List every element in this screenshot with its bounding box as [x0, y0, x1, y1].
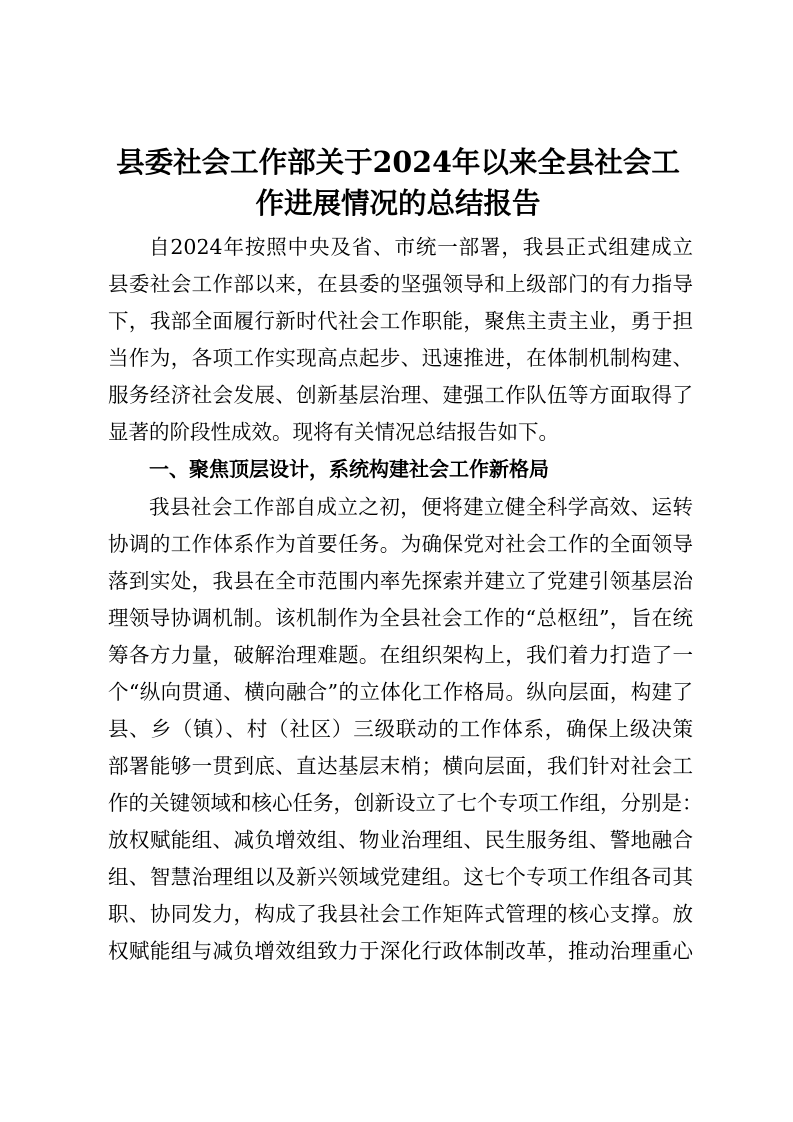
section-1-paragraph-line: 放权赋能组、减负增效组、物业治理组、民生服务组、警地融合: [108, 828, 693, 852]
section-1-paragraph-line: 作的关键领域和核心任务，创新设立了七个专项工作组，分别是：: [108, 791, 703, 815]
section-1-paragraph-line: 职、协同发力，构成了我县社会工作矩阵式管理的核心支撑。放: [108, 902, 693, 926]
section-1-paragraph-line: 权赋能组与减负增效组致力于深化行政体制改革，推动治理重心: [108, 939, 693, 963]
intro-paragraph-line: 当作为，各项工作实现高点起步、迅速推进，在体制机制构建、: [108, 346, 693, 370]
section-1-paragraph-line: 部署能够一贯到底、直达基层末梢；横向层面，我们针对社会工: [108, 754, 693, 778]
section-1-paragraph-line: 县、乡（镇）、村（社区）三级联动的工作体系，确保上级决策: [108, 717, 693, 741]
intro-paragraph-line: 县委社会工作部以来，在县委的坚强领导和上级部门的有力指导: [108, 272, 693, 296]
intro-paragraph-line: 下，我部全面履行新时代社会工作职能，聚焦主责主业，勇于担: [108, 309, 693, 333]
section-1-paragraph-line: 组、智慧治理组以及新兴领域党建组。这七个专项工作组各司其: [108, 865, 693, 889]
section-1-heading: 一、聚焦顶层设计，系统构建社会工作新格局: [149, 457, 549, 481]
intro-paragraph-line: 自2024年按照中央及省、市统一部署，我县正式组建成立: [149, 235, 693, 259]
intro-paragraph-line: 服务经济社会发展、创新基层治理、建强工作队伍等方面取得了: [108, 383, 693, 407]
report-title-line-1: 县委社会工作部关于2024年以来全县社会工: [116, 145, 680, 179]
section-1-paragraph-line: 协调的工作体系作为首要任务。为确保党对社会工作的全面领导: [108, 532, 693, 556]
report-title-line-2: 作进展情况的总结报告: [255, 186, 541, 220]
section-1-paragraph-line: 我县社会工作部自成立之初，便将建立健全科学高效、运转: [149, 495, 693, 519]
section-1-paragraph-line: 筹各方力量，破解治理难题。在组织架构上，我们着力打造了一: [108, 643, 693, 667]
intro-paragraph-line: 显著的阶段性成效。现将有关情况总结报告如下。: [108, 420, 559, 444]
section-1-paragraph-line: 落到实处，我县在全市范围内率先探索并建立了党建引领基层治: [108, 569, 693, 593]
section-1-paragraph-line: 个“纵向贯通、横向融合”的立体化工作格局。纵向层面，构建了: [108, 680, 693, 704]
section-1-paragraph-line: 理领导协调机制。该机制作为全县社会工作的“总枢纽”，旨在统: [108, 606, 693, 630]
